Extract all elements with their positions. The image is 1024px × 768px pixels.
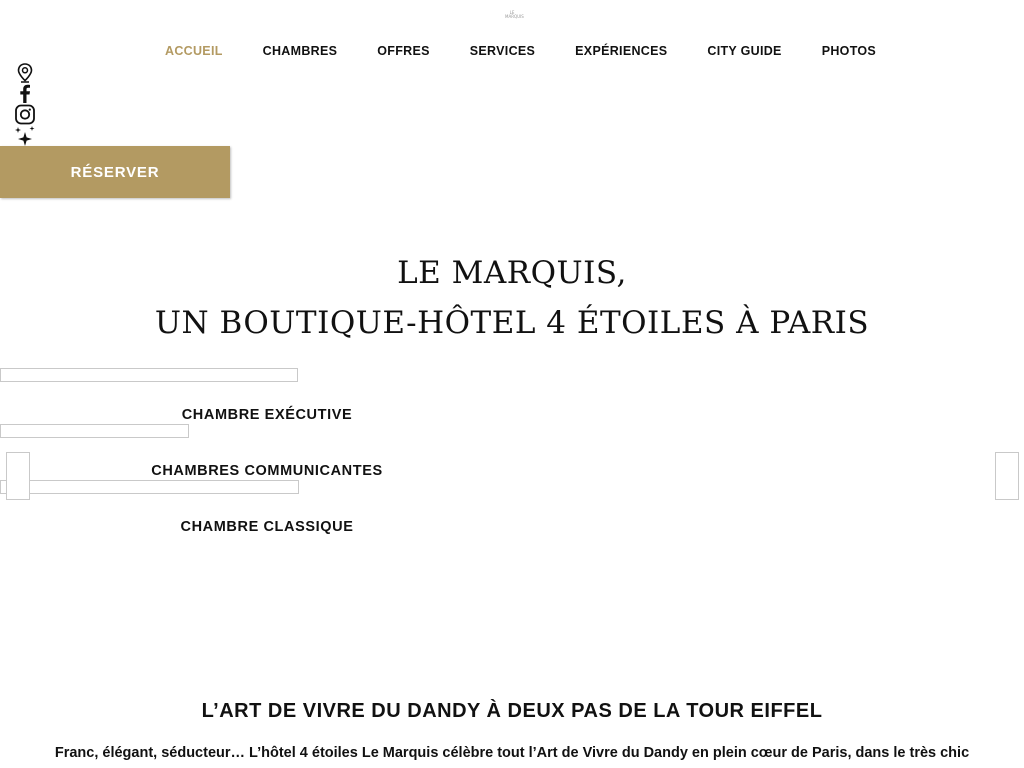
book-button[interactable]: RÉSERVER	[0, 146, 230, 198]
room-link-executive[interactable]: CHAMBRE EXÉCUTIVE	[181, 407, 353, 423]
sparkles-icon[interactable]	[14, 125, 36, 146]
nav-item-accueil[interactable]: ACCUEIL	[165, 44, 223, 58]
nav-item-experiences[interactable]: EXPÉRIENCES	[575, 44, 668, 58]
instagram-icon[interactable]	[14, 104, 36, 125]
room-link-communicating[interactable]: CHAMBRES COMMUNICANTES	[151, 463, 383, 479]
nav-item-offres[interactable]: OFFRES	[377, 44, 430, 58]
social-links	[14, 62, 36, 146]
title-line-1: LE MARQUIS,	[397, 255, 627, 291]
main-nav	[165, 44, 916, 58]
nav-item-photos[interactable]: PHOTOS	[821, 44, 877, 58]
carousel-next-button[interactable]	[995, 452, 1019, 500]
carousel-prev-button[interactable]	[6, 452, 30, 500]
room-link-classic[interactable]: CHAMBRE CLASSIQUE	[180, 519, 354, 535]
nav-item-chambres[interactable]: CHAMBRES	[262, 44, 338, 58]
room-image-placeholder	[0, 480, 299, 494]
location-pin-icon[interactable]	[14, 62, 36, 83]
title-line-2: UN BOUTIQUE-HÔTEL 4 ÉTOILES À PARIS	[154, 305, 870, 341]
nav-item-city-guide[interactable]: CITY GUIDE	[707, 44, 782, 58]
nav-item-services[interactable]: SERVICES	[469, 44, 536, 58]
room-image-placeholder	[0, 368, 298, 382]
facebook-icon[interactable]	[14, 83, 36, 104]
hotel-logo[interactable]: LE MARQUIS	[505, 10, 524, 19]
page-title	[0, 248, 1024, 348]
intro-paragraph: Franc, élégant, séducteur… L’hôtel 4 étoiles Le Marquis célèbre tout l’Art de Vivre du Dandy en plein cœur de Paris, dans le très chic	[54, 745, 970, 761]
section-subtitle: L’ART DE VIVRE DU DANDY À DEUX PAS DE LA TOUR EIFFEL	[201, 700, 823, 722]
room-image-placeholder	[0, 424, 189, 438]
